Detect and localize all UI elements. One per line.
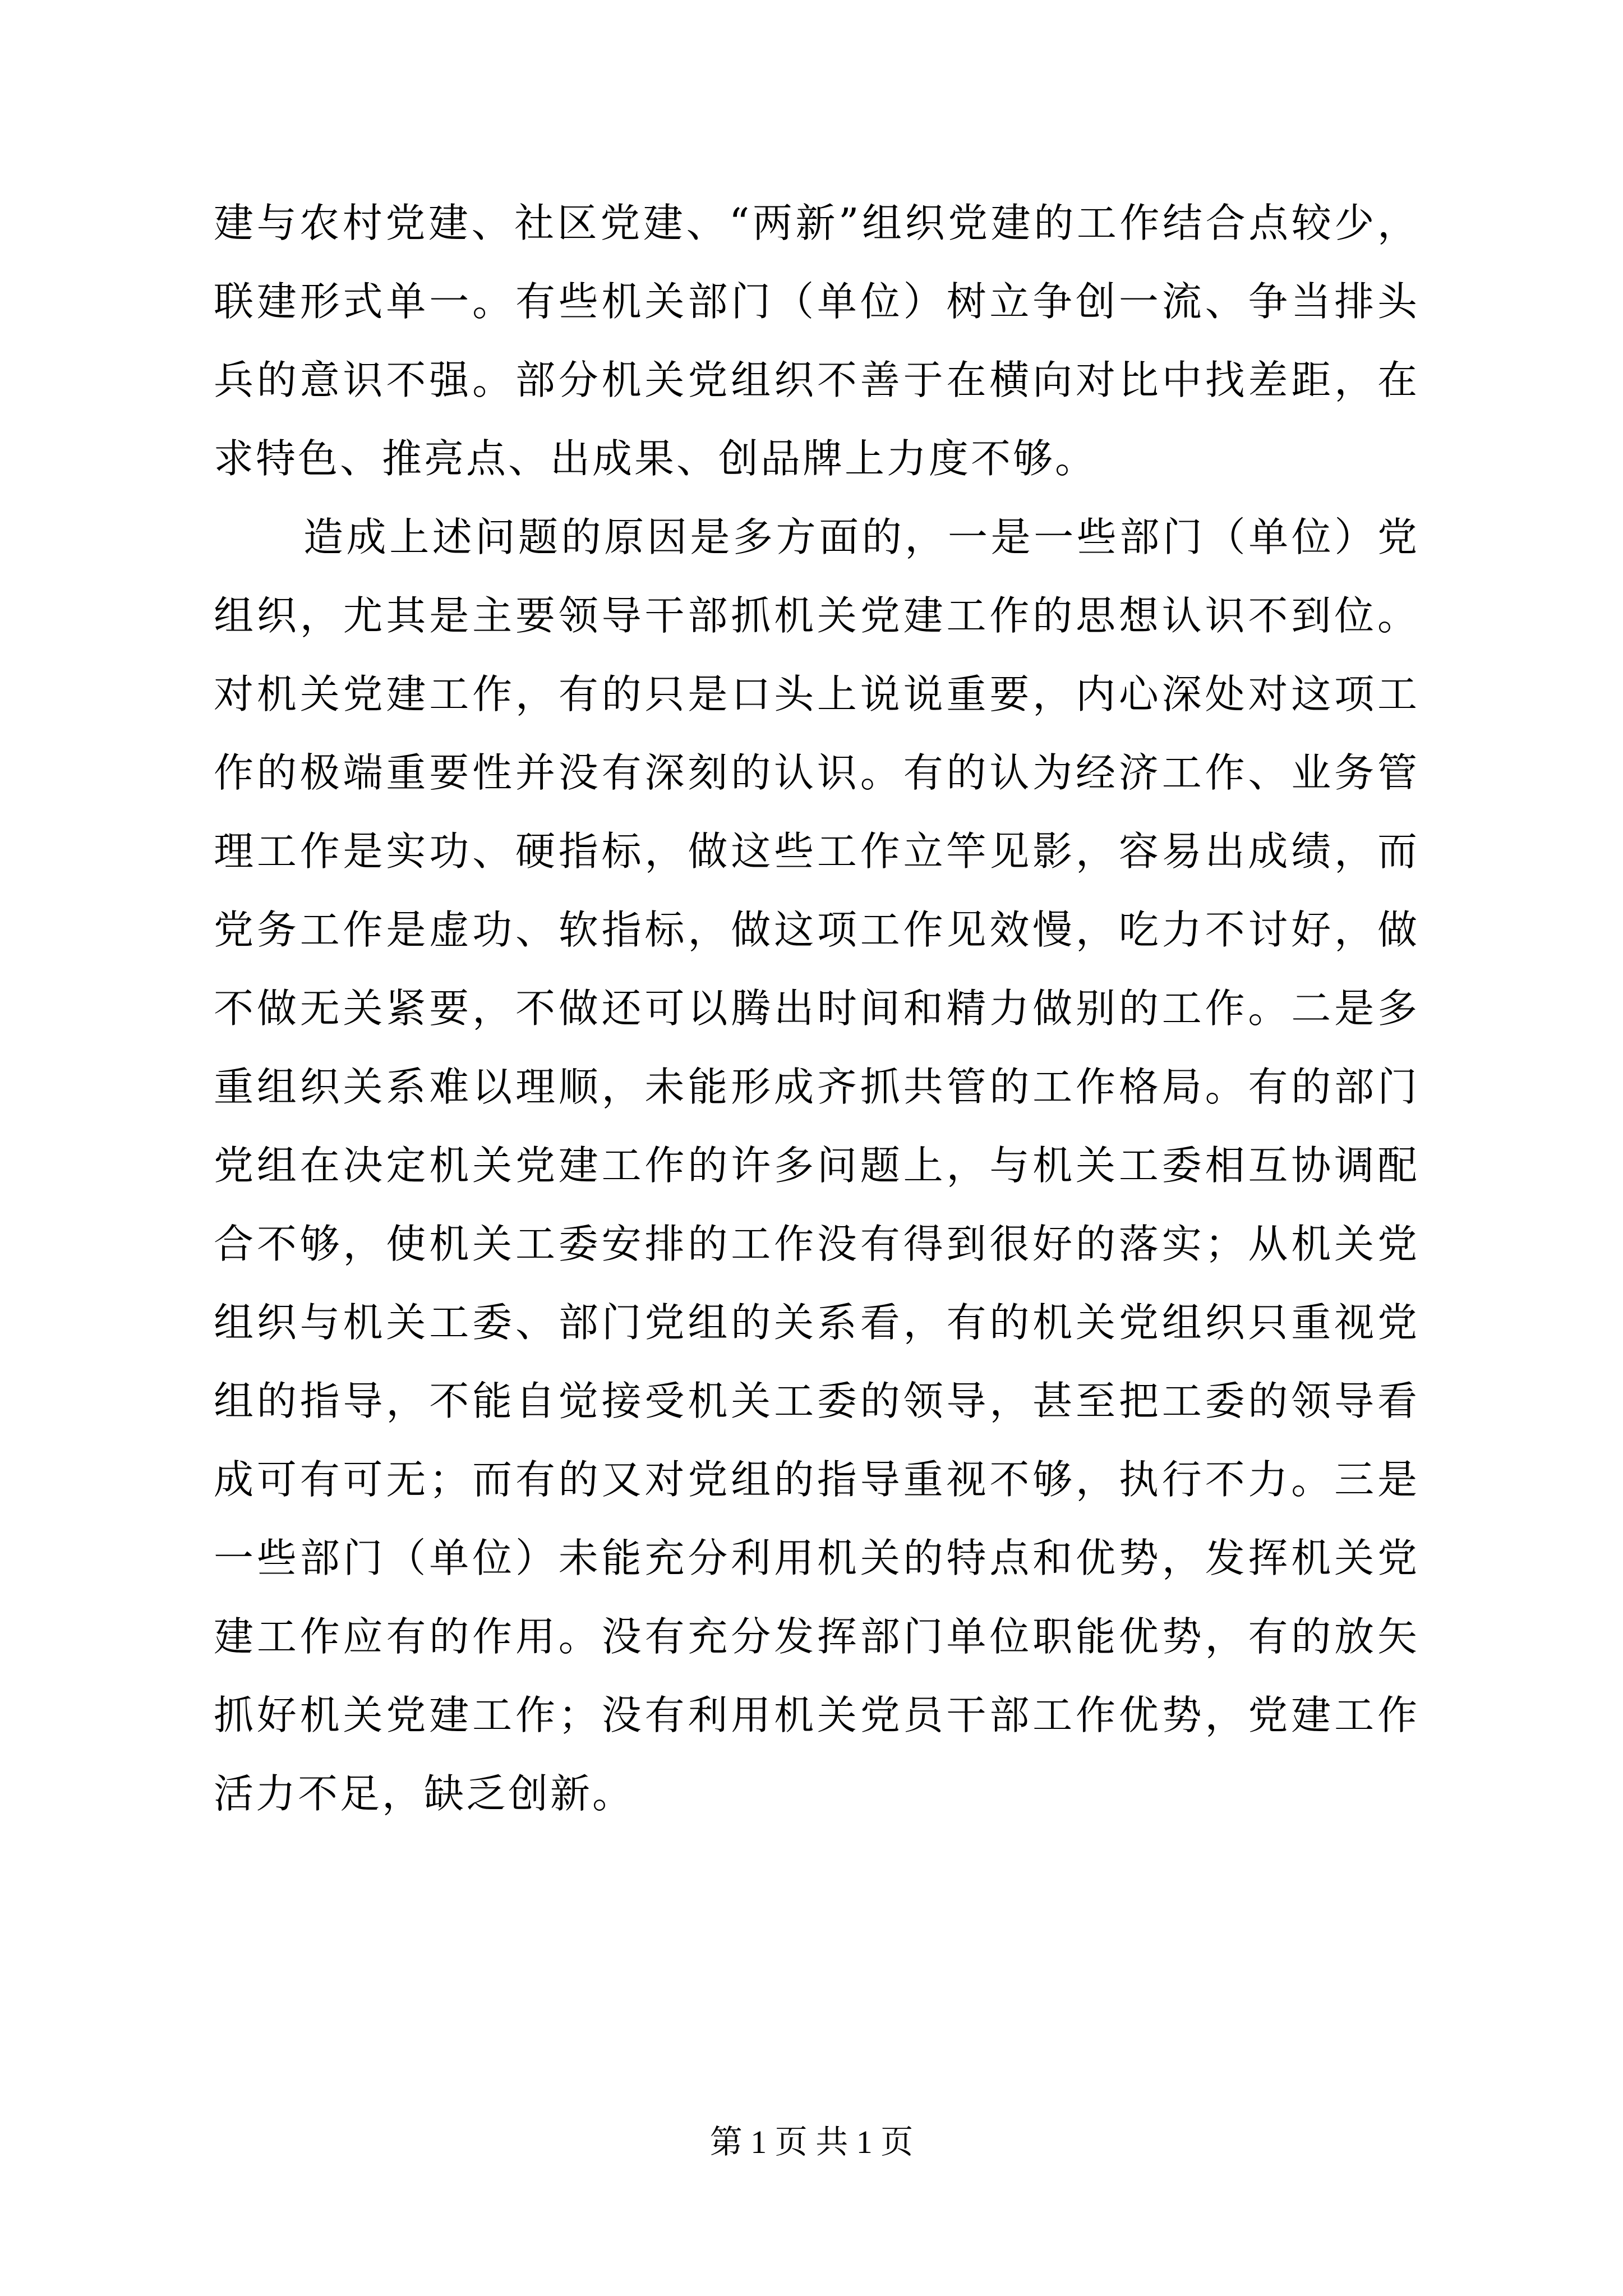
- text-line: 合不够，使机关工委安排的工作没有得到很好的落实；从机关党: [214, 1221, 1419, 1267]
- text-line: 党组在决定机关党建工作的许多问题上，与机关工委相互协调配: [214, 1142, 1419, 1189]
- text-line: 兵的意识不强。部分机关党组织不善于在横向对比中找差距，在: [214, 357, 1419, 403]
- text-line: 不做无关紧要，不做还可以腾出时间和精力做别的工作。二是多: [214, 985, 1419, 1032]
- text-line: 建工作应有的作用。没有充分发挥部门单位职能优势，有的放矢: [214, 1613, 1419, 1660]
- text-line: 联建形式单一。有些机关部门（单位）树立争创一流、争当排头: [214, 278, 1419, 325]
- text-line: 组的指导，不能自觉接受机关工委的领导，甚至把工委的领导看: [214, 1378, 1419, 1424]
- text-line: 对机关党建工作，有的只是口头上说说重要，内心深处对这项工: [214, 671, 1419, 717]
- text-line: 成可有可无；而有的又对党组的指导重视不够，执行不力。三是: [214, 1456, 1419, 1503]
- document-body: [214, 184, 1419, 1833]
- text-line: 党务工作是虚功、软指标，做这项工作见效慢，吃力不讨好，做: [214, 907, 1419, 953]
- text-line: 作的极端重要性并没有深刻的认识。有的认为经济工作、业务管: [214, 749, 1419, 796]
- page-footer: [0, 2123, 1623, 2162]
- text-line: 一些部门（单位）未能充分利用机关的特点和优势，发挥机关党: [214, 1535, 1419, 1581]
- text-line: 理工作是实功、硬指标，做这些工作立竿见影，容易出成绩，而: [214, 828, 1419, 875]
- text-line: 建与农村党建、社区党建、“两新”组织党建的工作结合点较少，: [214, 200, 1419, 246]
- text-line: 抓好机关党建工作；没有利用机关党员干部工作优势，党建工作: [214, 1692, 1419, 1738]
- page-number: 第 1 页 共 1 页: [709, 2124, 914, 2160]
- text-line: 活力不足，缺乏创新。: [214, 1770, 635, 1817]
- text-line: 重组织关系难以理顺，未能形成齐抓共管的工作格局。有的部门: [214, 1064, 1419, 1110]
- text-line: 组织，尤其是主要领导干部抓机关党建工作的思想认识不到位。: [214, 592, 1419, 639]
- text-line: 求特色、推亮点、出成果、创品牌上力度不够。: [214, 435, 1098, 482]
- paragraph-first-line: 造成上述问题的原因是多方面的，一是一些部门（单位）党: [303, 514, 1419, 560]
- text-line: 组织与机关工委、部门党组的关系看，有的机关党组织只重视党: [214, 1299, 1419, 1346]
